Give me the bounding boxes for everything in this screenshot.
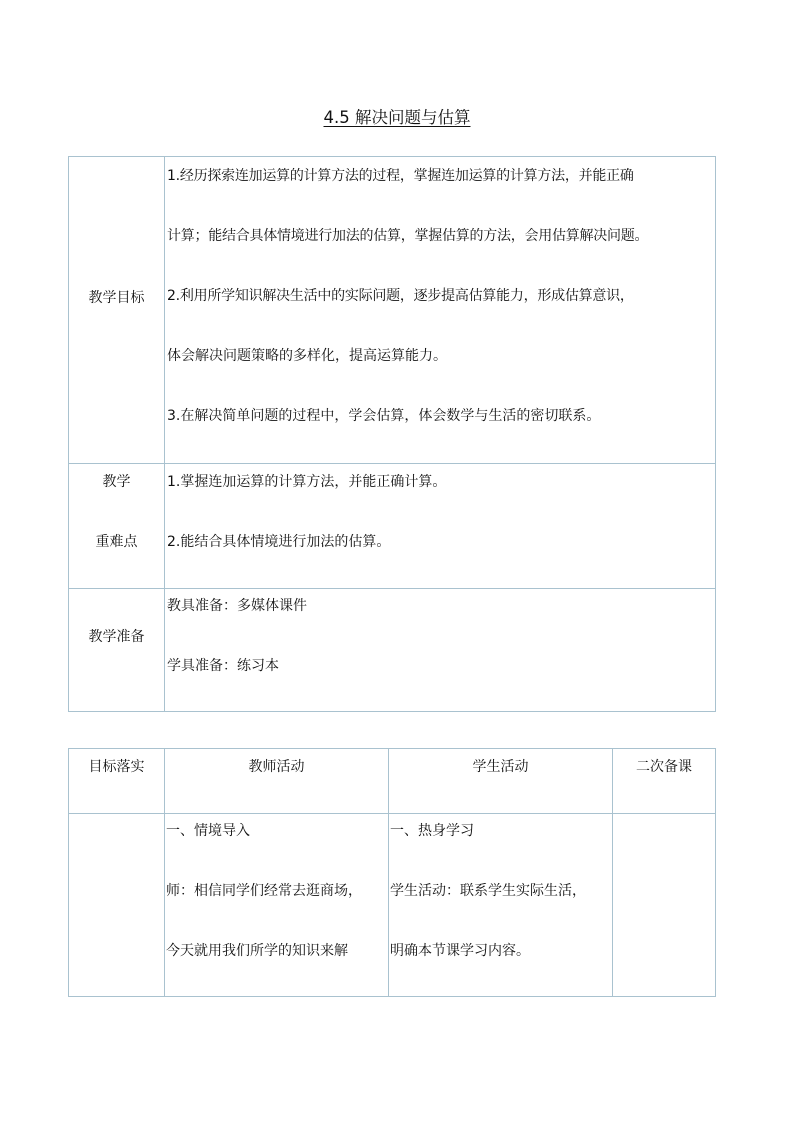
difficulty-line: 2.能结合具体情境进行加法的估算。 (167, 534, 391, 550)
difficulties-label-line2: 重难点 (95, 534, 138, 550)
goals-label: 教学目标 (88, 290, 145, 306)
page-title (0, 106, 794, 130)
prep-label: 教学准备 (88, 629, 145, 645)
header-student (389, 749, 613, 814)
teacher-line: 一、情境导入 (166, 823, 250, 839)
activity-table (68, 748, 716, 997)
goal-cell (69, 814, 165, 997)
prep-label-cell (69, 589, 165, 712)
student-activity-cell (389, 814, 613, 997)
difficulties-label-cell (69, 464, 165, 589)
header-goal (69, 749, 165, 814)
goal-line: 2.利用所学知识解决生活中的实际问题，逐步提高估算能力，形成估算意识， (167, 288, 634, 304)
header-teacher-text: 教师活动 (248, 759, 305, 775)
teacher-activity-cell (165, 814, 389, 997)
header-goal-text: 目标落实 (88, 759, 145, 775)
row-teaching-prep (69, 589, 716, 712)
student-line: 学生活动：联系学生实际生活， (390, 883, 586, 899)
goal-line: 体会解决问题策略的多样化，提高运算能力。 (167, 348, 447, 364)
prep-line: 学具准备：练习本 (167, 658, 279, 674)
teacher-line: 今天就用我们所学的知识来解 (166, 943, 348, 959)
prep-line: 教具准备：多媒体课件 (167, 598, 307, 614)
row-key-difficulties (69, 464, 716, 589)
goal-line: 3.在解决简单问题的过程中，学会估算，体会数学与生活的密切联系。 (167, 408, 601, 424)
goals-content-cell (165, 157, 716, 464)
goal-line: 计算；能结合具体情境进行加法的估算，掌握估算的方法，会用估算解决问题。 (167, 228, 649, 244)
row-teaching-goals (69, 157, 716, 464)
goals-label-cell (69, 157, 165, 464)
lesson-info-table (68, 156, 716, 712)
difficulty-line: 1.掌握连加运算的计算方法，并能正确计算。 (167, 474, 447, 490)
header-teacher (165, 749, 389, 814)
goal-line: 1.经历探索连加运算的计算方法的过程，掌握连加运算的计算方法，并能正确 (167, 168, 634, 184)
prep-content-cell (165, 589, 716, 712)
student-line: 一、热身学习 (390, 823, 474, 839)
title-text: 4.5 解决问题与估算 (323, 108, 471, 127)
student-line: 明确本节课学习内容。 (390, 943, 530, 959)
header-notes (613, 749, 716, 814)
header-notes-text: 二次备课 (636, 759, 692, 775)
difficulties-label-line1: 教学 (102, 474, 131, 490)
header-student-text: 学生活动 (472, 759, 529, 775)
teacher-line: 师：相信同学们经常去逛商场， (166, 883, 362, 899)
notes-cell (613, 814, 716, 997)
activity-header-row (69, 749, 716, 814)
activity-content-row (69, 814, 716, 997)
difficulties-content-cell (165, 464, 716, 589)
